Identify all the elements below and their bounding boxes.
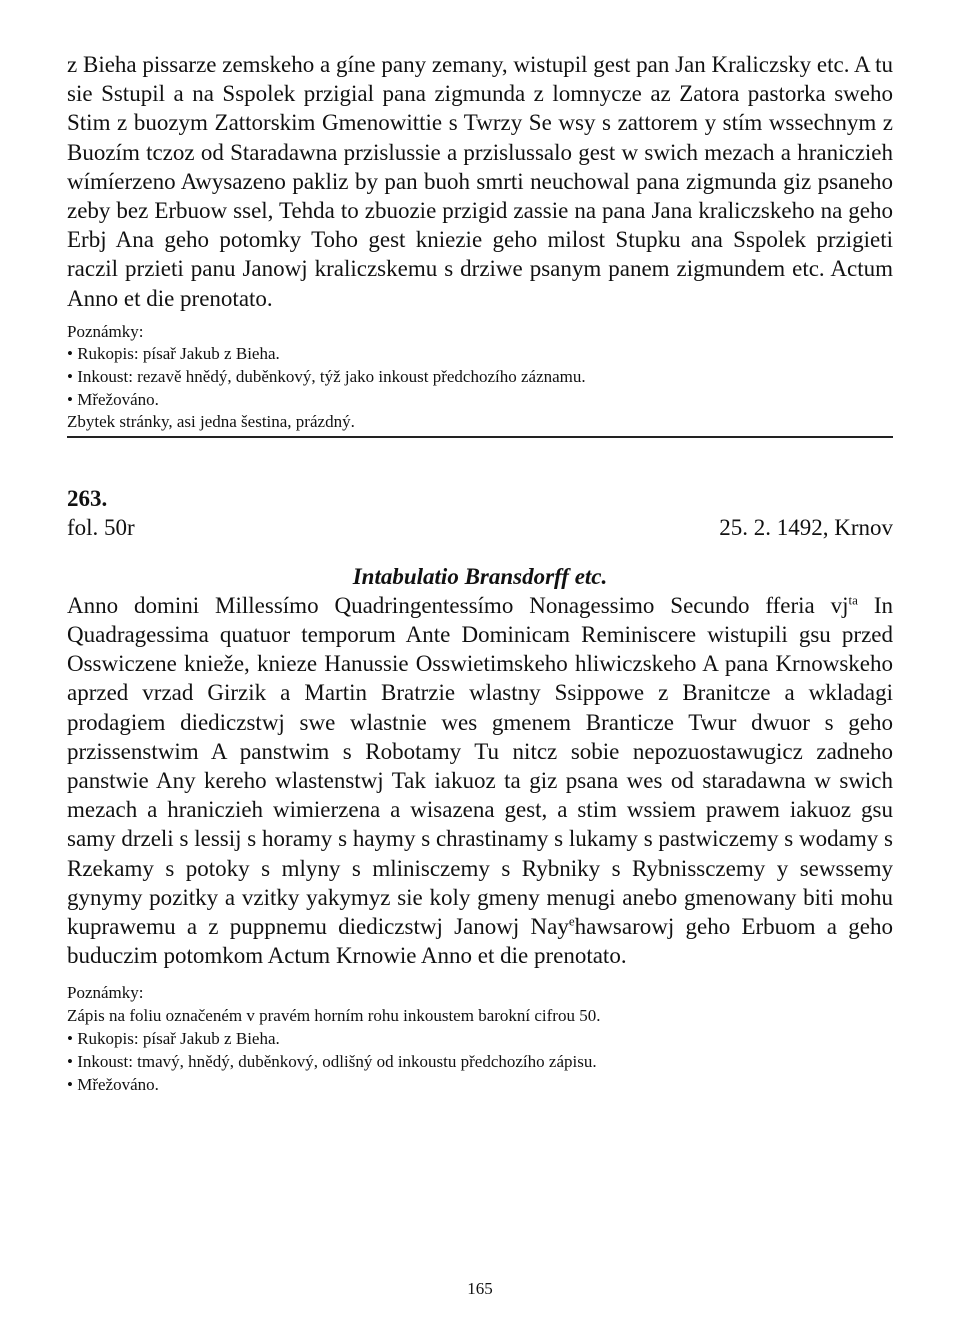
- note-item: • Mřežováno.: [67, 1074, 159, 1094]
- notes-heading: Poznámky:: [67, 983, 144, 1003]
- note-item: • Rukopis: písař Jakub z Bieha.: [67, 1029, 280, 1049]
- section-divider: [67, 436, 893, 438]
- note-item: • Inkoust: rezavě hnědý, duběnkový, týž jako inkoust předchozího záznamu.: [67, 367, 586, 387]
- notes-heading: Poznámky:: [67, 321, 144, 341]
- entry-text-part: Anno domini Millessímo Quadringentessímo Nonagessimo Secundo fferia vj: [67, 592, 849, 618]
- entry-text-part: In Quadragessima quatuor temporum Ante Dominicam Reminiscere wistupili gsu przed Osswiczene knieže, knieze Hanussie Osswietimskeho hliwiczskeho A pana Krnowskeho aprzed vrzad Girzik a Martin Bratrzie wlastny Ssippowe z Branitcze a wkladagi prodagiem diediczstwj swe wlastnie wes gmenem Branticze Twur dwuor s geho przissenstwim A panstwim s Robotamy Tu nitcz sobie nepozuostawugicz zadneho panstwie Any kereho wlastenstwj Tak iakuoz ta giz psana wes od staradawna w swich mezach a hraniczieh wimierzena a wisazena gest, a stim wssiem prawem iakuoz gsu samy drzeli s lessij s horamy s haymy s chrastinamy s lukamy s pastwiczemy s wodamy s Rzekamy s potoky s mlyny s mlinisczemy s Rybniky s Rybnissczemy y sewssemy gynymy pozitky a vzitky yakymyz sie koly gmeny menugi anebo gmenowany biti mohu kuprawemu a z puppnemu diediczstwj Janowj Nay: [67, 592, 893, 940]
- folio-label: fol. 50r: [67, 514, 135, 540]
- note-item: Zbytek stránky, asi jedna šestina, prázdný.: [67, 412, 355, 432]
- entry-title: Intabulatio Bransdorff etc.: [352, 563, 608, 589]
- entry-number: 263.: [67, 485, 108, 511]
- entry-text: [67, 591, 893, 971]
- note-item: • Rukopis: písař Jakub z Bieha.: [67, 344, 280, 364]
- page-content: [67, 50, 893, 1096]
- entry-meta-row: [67, 513, 893, 542]
- note-item: Zápis na foliu označeném v pravém horním rohu inkoustem barokní cifrou 50.: [67, 1006, 601, 1026]
- superscript: ta: [848, 592, 858, 608]
- page-number: 165: [467, 1279, 493, 1298]
- entry-notes: [67, 982, 893, 1096]
- entry-text-part: hawsarowj geho Erbuom a geho buduczim potomkom Actum Krnowie Anno et die prenotato.: [67, 914, 893, 969]
- superscript: e: [568, 913, 575, 929]
- previous-entry-text: z Bieha pissarze zemskeho a gíne pany zemany, wistupil gest pan Jan Kraliczsky etc. A tu sie Sstupil a na Sspolek przigial pana zigmunda z lomnycze az Zatora pastorka sweho Stim z buozym Zattorskim Gmenowittie s Twrzy Se wsy s zattorem y stím wssechnym z Buozím tczoz od Staradawna przislussie a przislussalo gest w swich mezach a hraniczieh wímíerzeno Awysazeno pakliz by pan buoh smrti neuchowal pana zigmunda giz psaneho zeby bez Erbuow ssel, Tehda to zbuozie przigid zassie na pana Jana kraliczskeho na geho Erbj Ana geho potomky Toho gest kniezie geho milost Stupku ana Sspolek przigieti raczil przieti panu Janowj kraliczskemu s drziwe psanym panem zigmundem etc. Actum Anno et die prenotato.: [67, 52, 893, 311]
- note-item: • Mřežováno.: [67, 389, 159, 409]
- previous-entry-notes: [67, 321, 893, 434]
- date-place: 25. 2. 1492, Krnov: [719, 514, 893, 540]
- note-item: • Inkoust: tmavý, hnědý, duběnkový, odlišný od inkoustu předchozího zápisu.: [67, 1051, 597, 1071]
